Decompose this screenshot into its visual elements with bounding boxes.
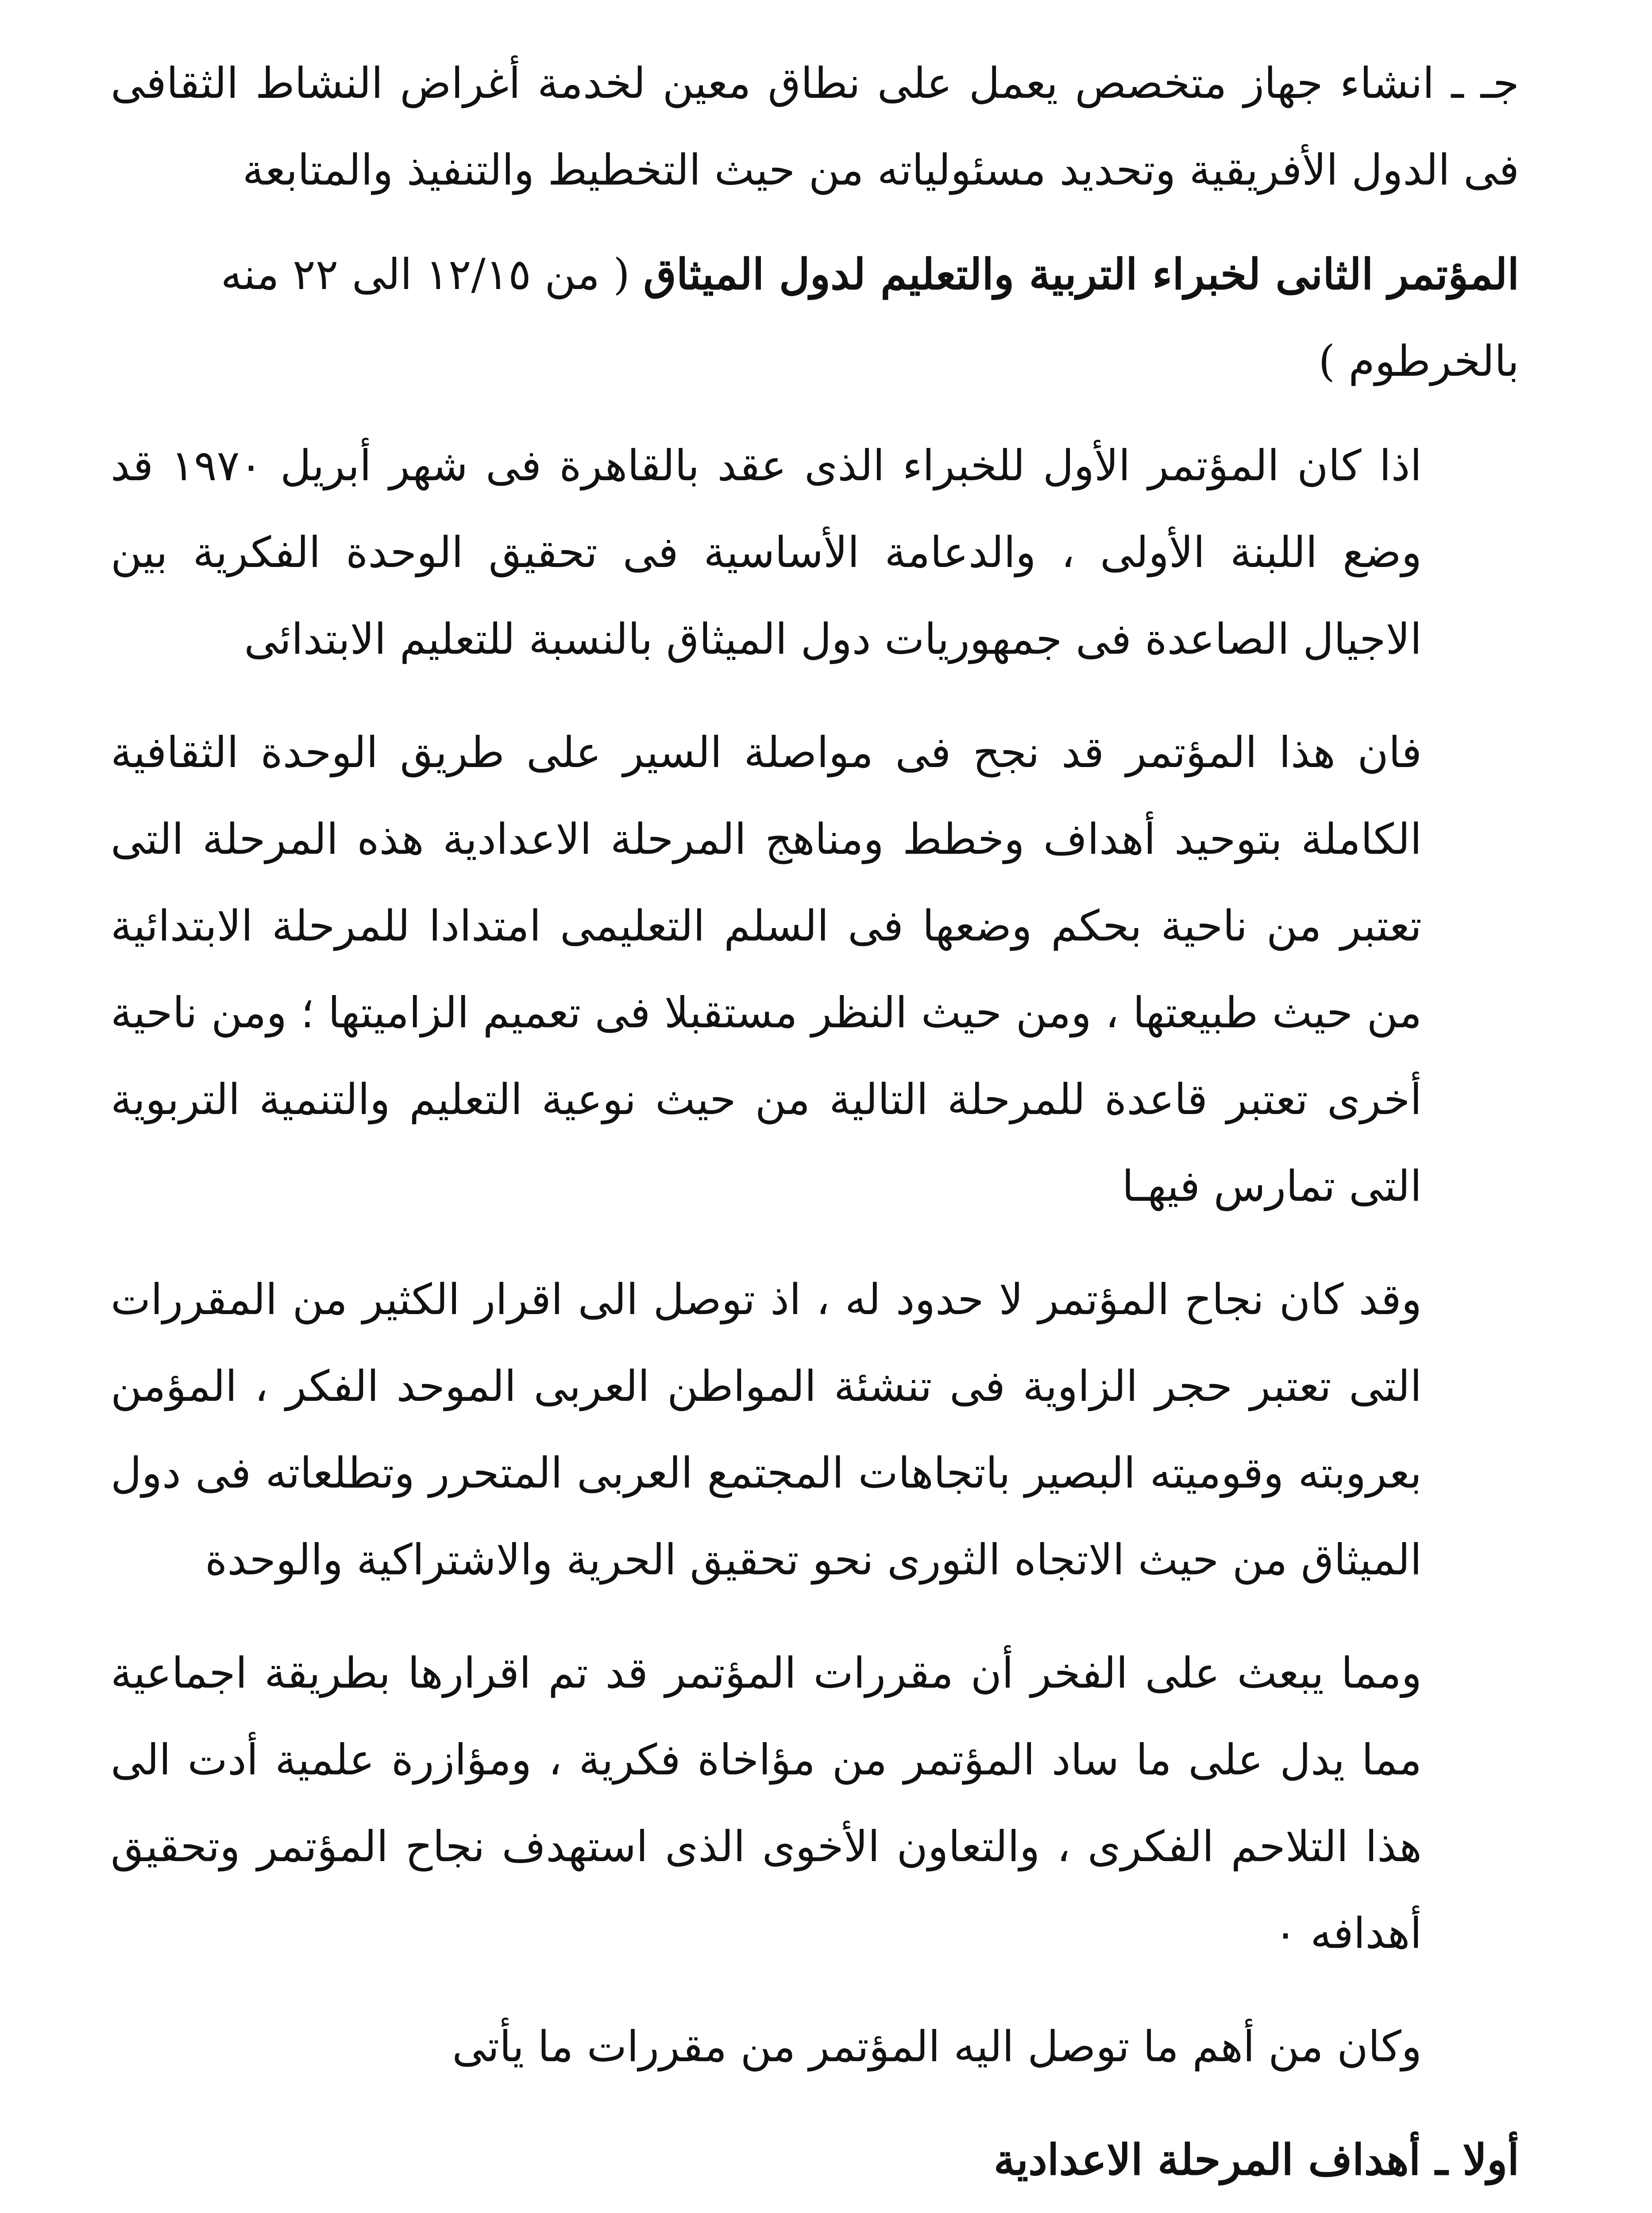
paragraph-4: وقد كان نجاح المؤتمر لا حدود له ، اذ توصل الى اقرار الكثير من المقررات التى تعتبر حجر الزاوية فى تنشئة المواطن العربى الموحد الفكر ، المؤمن بعروبته وقوميته البصير باتجاهات المجتمع العربى المتحرر وتطلعاته فى دول الميثاق من حيث الاتجاه الثورى نحو تحقيق الحرية والاشتراكية والوحدة <box>97 1275 1422 1585</box>
section-heading-conference-title: المؤتمر الثانى لخبراء التربية والتعليم لدول الميثاق <box>643 249 1519 299</box>
paragraph-5: ومما يبعث على الفخر أن مقررات المؤتمر قد تم اقرارها بطريقة اجماعية مما يدل على ما ساد المؤتمر من مؤاخاة فكرية ، ومؤازرة علمية أدت الى هذا التلاحم الفكرى ، والتعاون الأخوى الذى استهدف نجاح المؤتمر وتحقيق أهدافه ٠ <box>97 1648 1422 1958</box>
section-heading-conference <box>111 231 1519 405</box>
section-heading-conference-dates: ( من ١٢/١٥ الى ٢٢ منه بالخرطوم ) <box>207 250 1519 386</box>
section-heading-objectives: أولا ـ أهداف المرحلة الاعدادية <box>993 2135 1519 2185</box>
paragraph-1: جـ ـ انشاء جهاز متخصص يعمل على نطاق معين لخدمة أغراض النشاط الثقافى فى الدول الأفريقية وتحديد مسئولياته من حيث التخطيط والتنفيذ والمتابعة <box>97 58 1520 195</box>
paragraph-2: اذا كان المؤتمر الأول للخبراء الذى عقد بالقاهرة فى شهر أبريل ١٩٧٠ قد وضع اللبنة الأولى ، والدعامة الأساسية فى تحقيق الوحدة الفكرية بين الاجيال الصاعدة فى جمهوريات دول الميثاق بالنسبة للتعليم الابتدائى <box>97 441 1422 664</box>
document-page <box>97 40 1520 2213</box>
paragraph-3: فان هذا المؤتمر قد نجح فى مواصلة السير على طريق الوحدة الثقافية الكاملة بتوحيد أهداف وخطط ومناهج المرحلة الاعدادية هذه المرحلة التى تعتبر من ناحية بحكم وضعها فى السلم التعليمى امتدادا للمرحلة الابتدائية من حيث طبيعتها ، ومن حيث النظر مستقبلا فى تعميم الزاميتها ؛ ومن ناحية أخرى تعتبر قاعدة للمرحلة التالية من حيث نوعية التعليم والتنمية التربوية التى تمارس فيهـا <box>97 728 1422 1211</box>
paragraph-6: وكان من أهم ما توصل اليه المؤتمر من مقررات ما يأتى <box>452 2022 1422 2071</box>
